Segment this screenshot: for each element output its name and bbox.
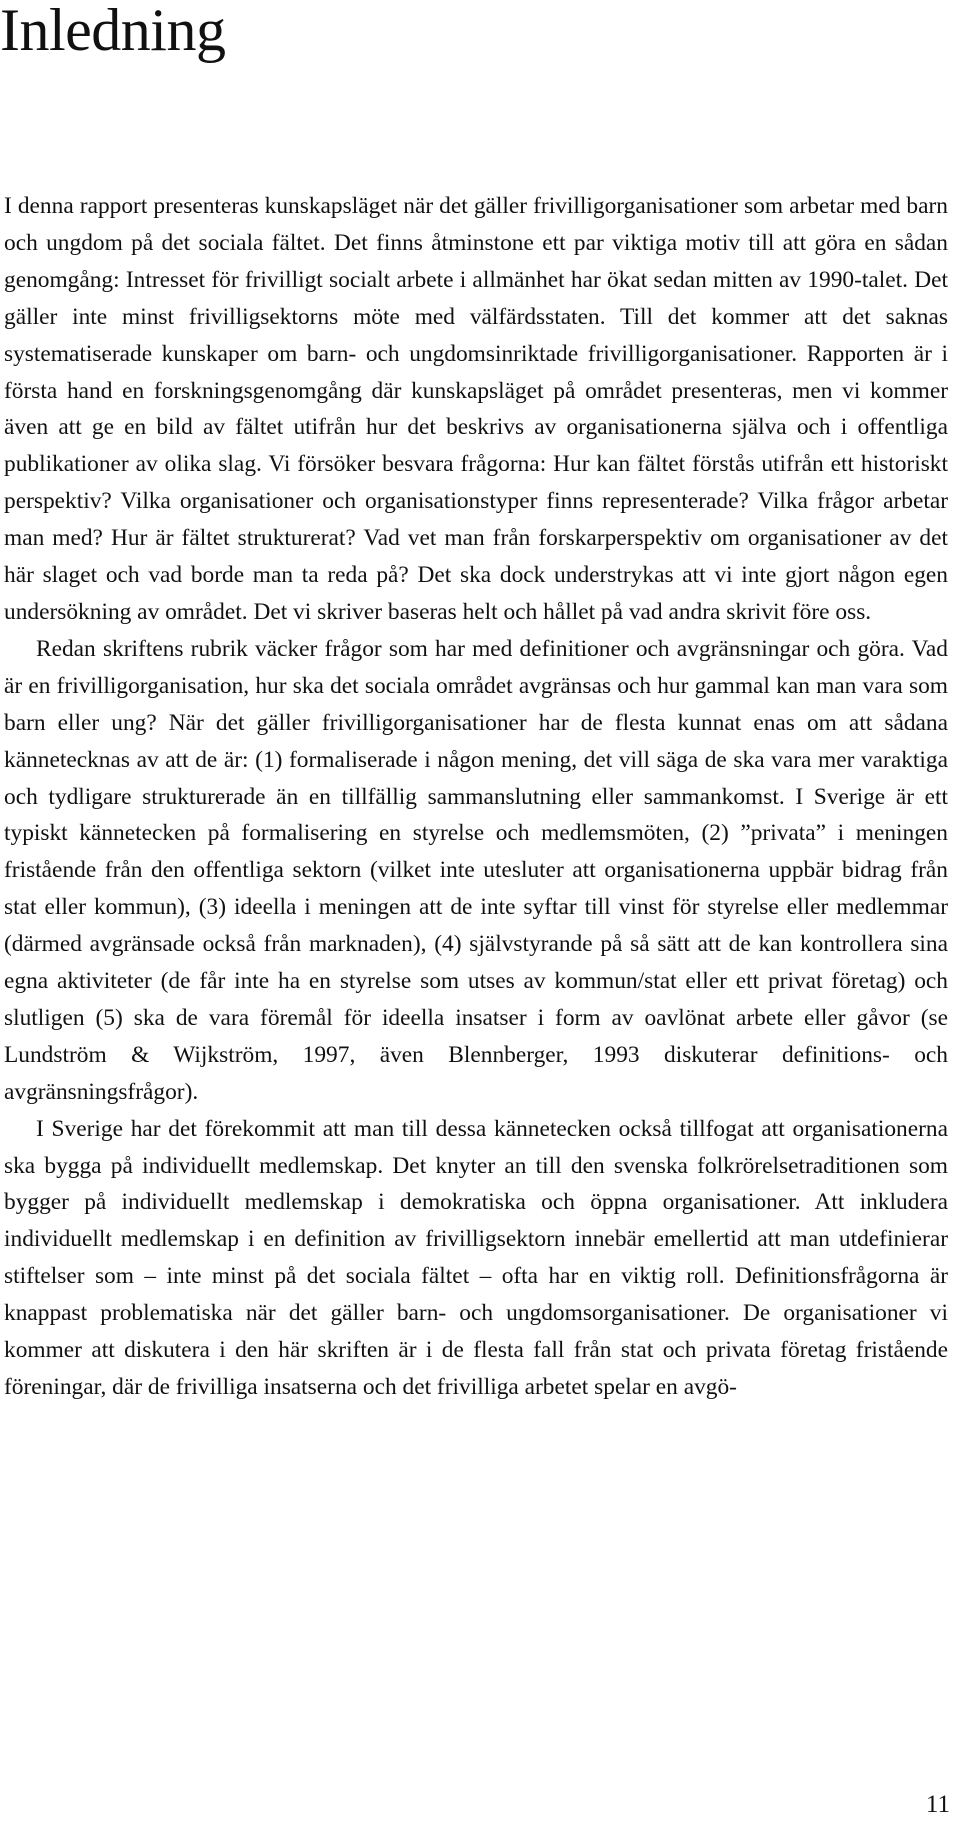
page-number: 11 xyxy=(925,1791,950,1818)
paragraph-intro: I denna rapport presenteras kunskapsläget när det gäller frivilligorganisationer som arbetar med barn och ungdom på det sociala fältet. Det finns åtminstone ett par viktiga motiv till att göra en sådan genomgång: Intresset för frivilligt socialt arbete i allmänhet har ökat sedan mitten av 1990-talet. Det gäller inte minst frivilligsektorns möte med välfärdsstaten. Till det kommer att det saknas systematiserade kunskaper om barn- och ungdomsinriktade frivilligorganisationer. Rapporten är i första hand en forskningsgenomgång där kunskapsläget på området presenteras, men vi kommer även att ge en bild av fältet utifrån hur det beskrivs av organisationerna själva och i offentliga publikationer av olika slag. Vi försöker besvara frågorna: Hur kan fältet förstås utifrån ett historiskt perspektiv? Vilka organisationer och organisationstyper finns representerade? Vilka frågor arbetar man med? Hur är fältet strukturerat? Vad vet man från forskarperspektiv om organisationer av det här slaget och vad borde man ta reda på? Det ska dock understrykas att vi inte gjort någon egen undersökning av området. Det vi skriver baseras helt och hållet på vad andra skrivit före oss. xyxy=(4,193,948,625)
paragraph-membership: I Sverige har det förekommit att man till dessa kännetecken också tillfogat att organisationerna ska bygga på individuellt medlemskap. Det knyter an till den svenska folkrörelsetraditionen som bygger på individuellt medlemskap i demokratiska och öppna organisationer. Att inkludera individuellt medlemskap i en definition av frivilligsektorn innebär emellertid att man utdefinierar stiftelser som – inte minst på det sociala fältet – ofta har en viktig roll. Definitionsfrågorna är knappast problematiska när det gäller barn- och ungdomsorganisationer. De organisationer vi kommer att diskutera i den här skriften är i de flesta fall från stat och privata företag fristående föreningar, där de frivilliga insatserna och det frivilliga arbetet spelar en avgö- xyxy=(4,1115,948,1400)
chapter-heading: Inledning xyxy=(0,0,226,63)
body-text xyxy=(4,188,948,1406)
paragraph-definitions: Redan skriftens rubrik väcker frågor som har med definitioner och avgränsningar och göra. Vad är en frivilligorganisation, hur ska det sociala området avgränsas och hur gammal kan man vara som barn eller ung? När det gäller frivilligorganisationer har de flesta kunnat enas om att sådana kännetecknas av att de är: (1) formaliserade i någon mening, det vill säga de ska vara mer varaktiga och tydligare strukturerade än en tillfällig sammanslutning eller sammankomst. I Sverige är ett typiskt kännetecken på formalisering en styrelse och medlemsmöten, (2) ”privata” i meningen fristående från den offentliga sektorn (vilket inte utesluter att organisationerna uppbär bidrag från stat eller kommun), (3) ideella i meningen att de inte syftar till vinst för styrelse eller medlemmar (därmed avgränsade också från marknaden), (4) självstyrande på så sätt att de kan kontrollera sina egna aktiviteter (de får inte ha en styrelse som utses av kommun/stat eller ett privat företag) och slutligen (5) ska de vara föremål för ideella insatser i form av oavlönat arbete eller gåvor (se Lundström & Wijkström, 1997, även Blennberger, 1993 diskuterar definitions- och avgränsningsfrågor). xyxy=(4,635,948,1105)
